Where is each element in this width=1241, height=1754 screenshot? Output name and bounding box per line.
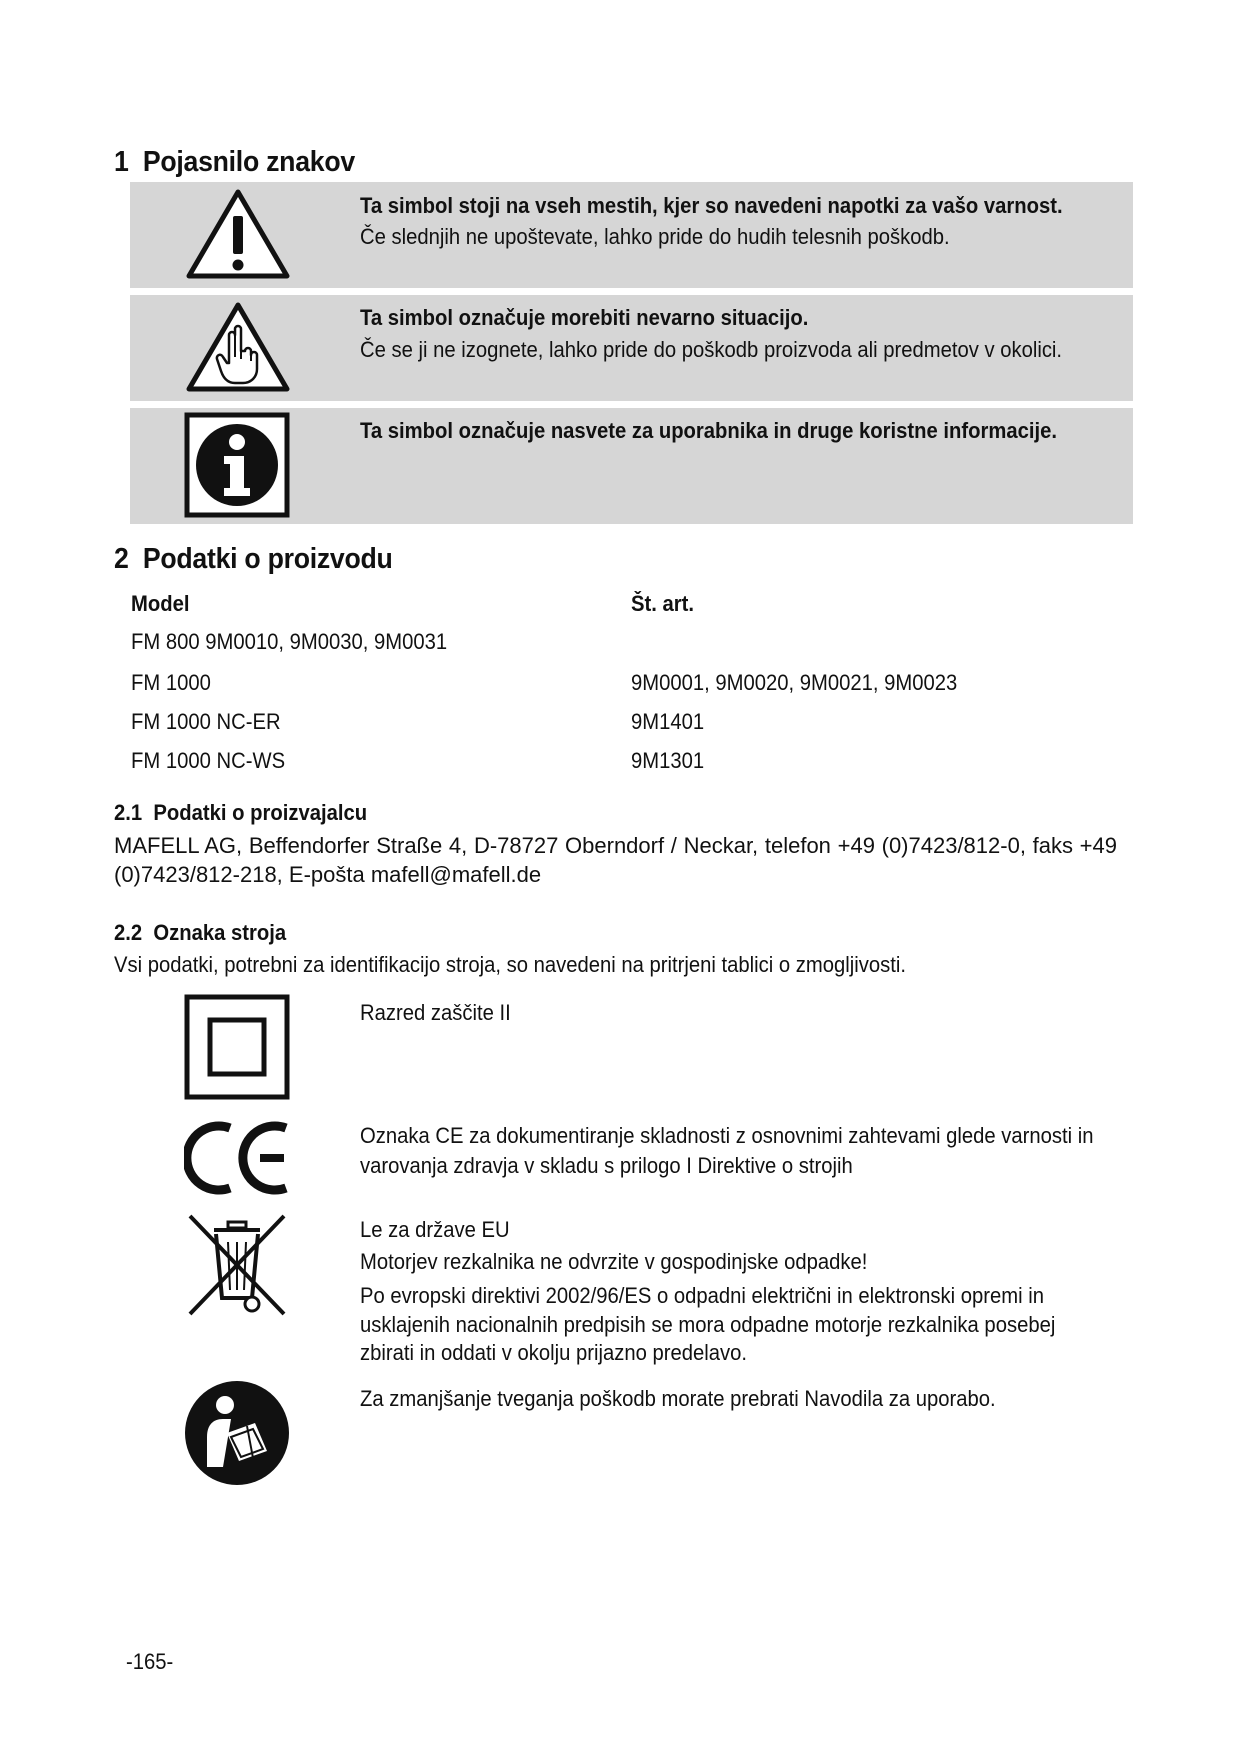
page-number: -165-: [126, 1649, 174, 1674]
table-cell-art: 9M0001, 9M0020, 9M0021, 9M0023: [631, 670, 958, 695]
symbol-1-line-1: Ta simbol stoji na vseh mestih, kjer so navedeni napotki za vašo varnost.: [360, 193, 1063, 218]
section-number: 2: [114, 543, 129, 575]
manufacturer-line-1: MAFELL AG, Beffendorfer Straße 4, D-78727 Oberndorf / Neckar, telefon +49 (0)7423/812-0, faks +49: [114, 833, 1117, 858]
warning-exclamation-icon: [183, 186, 293, 284]
protection-class-ii-icon: [184, 994, 290, 1100]
section-title: Oznaka stroja: [153, 920, 287, 945]
section-title: Pojasnilo znakov: [142, 146, 355, 178]
table-cell-art: 9M1401: [631, 709, 705, 734]
table-header-art: Št. art.: [631, 591, 694, 616]
section-title: Podatki o proizvodu: [142, 543, 393, 575]
table-cell-art: 9M1301: [631, 748, 705, 773]
symbol-3-line-1: Ta simbol označuje nasvete za uporabnika in druge koristne informacije.: [360, 418, 1057, 443]
table-cell-model: FM 800 9M0010, 9M0030, 9M0031: [131, 629, 448, 654]
table-cell-model: FM 1000 NC-WS: [131, 748, 286, 773]
section-2-2-heading: [114, 920, 286, 946]
mark-3-line-1: Le za države EU: [360, 1217, 510, 1242]
section-1-heading: [114, 146, 355, 179]
ce-mark-icon: [184, 1118, 290, 1198]
read-manual-icon: [183, 1379, 291, 1487]
table-cell-model: FM 1000: [131, 670, 211, 695]
identification-intro: Vsi podatki, potrebni za identifikacijo stroja, so navedeni na pritrjeni tablici o zmogljivosti.: [114, 952, 907, 977]
section-number: 2.2: [114, 920, 143, 945]
mark-3-line-3: Po evropski direktivi 2002/96/ES o odpadni električni in elektronski opremi in: [360, 1283, 1045, 1308]
mark-1-line-1: Razred zaščite II: [360, 1000, 511, 1025]
symbol-1-line-2: Če slednjih ne upoštevate, lahko pride do hudih telesnih poškodb.: [360, 224, 950, 249]
information-icon: [184, 412, 290, 518]
mark-4-line-1: Za zmanjšanje tveganja poškodb morate prebrati Navodila za uporabo.: [360, 1386, 996, 1411]
section-2-1-heading: [114, 800, 367, 826]
manufacturer-address: [114, 831, 1117, 889]
warning-hand-icon: [183, 299, 293, 397]
table-header-model: Model: [131, 591, 190, 616]
section-number: 1: [114, 146, 129, 178]
section-2-heading: [114, 543, 393, 576]
manufacturer-line-2: (0)7423/812-218, E-pošta mafell@mafell.de: [114, 862, 542, 887]
section-title: Podatki o proizvajalcu: [153, 800, 368, 825]
mark-3-line-2: Motorjev rezkalnika ne odvrzite v gospodinjske odpadke!: [360, 1249, 868, 1274]
crossed-bin-icon: [184, 1210, 290, 1320]
section-number: 2.1: [114, 800, 143, 825]
symbol-2-line-1: Ta simbol označuje morebiti nevarno situacijo.: [360, 305, 809, 330]
table-cell-model: FM 1000 NC-ER: [131, 709, 281, 734]
mark-3-line-4: usklajenih nacionalnih predpisih se mora odpadne motorje rezkalnika posebej: [360, 1312, 1056, 1337]
mark-2-line-1: Oznaka CE za dokumentiranje skladnosti z osnovnimi zahtevami glede varnosti in: [360, 1123, 1094, 1148]
symbol-2-line-2: Če se ji ne izognete, lahko pride do poškodb proizvoda ali predmetov v okolici.: [360, 337, 1063, 362]
mark-2-line-2: varovanja zdravja v skladu s prilogo I Direktive o strojih: [360, 1153, 853, 1178]
mark-3-line-5: zbirati in oddati v okolju prijazno predelavo.: [360, 1340, 748, 1365]
